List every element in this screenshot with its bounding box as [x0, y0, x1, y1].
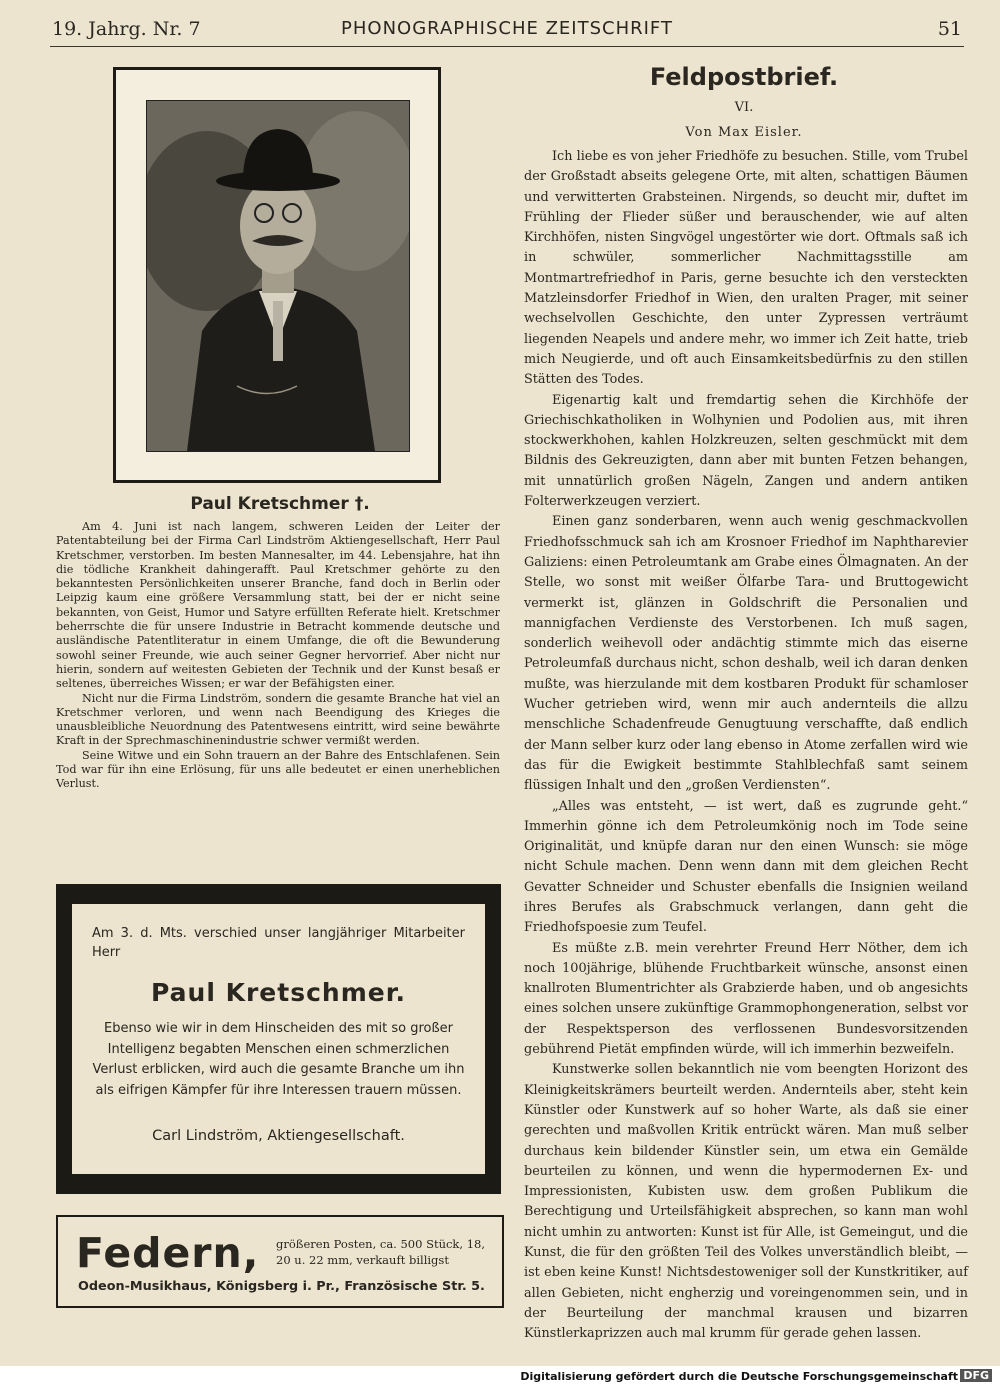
dfg-logo-icon: DFG — [960, 1369, 992, 1382]
page-number: 51 — [937, 18, 962, 40]
notice-signature: Carl Lindström, Aktiengesellschaft. — [152, 1128, 405, 1144]
article-author: Von Max Eisler. — [685, 125, 803, 140]
article-paragraph: Ich liebe es von jeher Friedhöfe zu besuchen. Stille, vom Trubel der Großstadt abseits gelegene Orte, mit alten, schattigen Bäumen und verwitterten Grabsteinen. Nirgends, so deucht mir, duftet im Frühling der Flieder süßer und berauschender, wie auf alten Kirchhöfen, nisten Singvögel ungestörter wie dort. Oftmals saß ich in schwüler, sommerlicher Nachmittagsstille am Montmartrefriedhof in Paris, gerne besuchte ich den versteckten Matzleinsdorfer Friedhof in Wien, den uralten Prager, mit seiner wechselvollen Geschichte, den unter Zypressen verträumt liegenden Neapels und andere mehr, wo immer ich Zeit hatte, trieb mich Neugierde, und oft auch Einsamkeitsbedürfnis zu den stillen Stätten des Todes. — [524, 149, 968, 388]
article-paragraph: Kunstwerke sollen bekanntlich nie vom beengten Horizont des Kleinigkeitskrämers beurteilt werden. Andernteils aber, steht kein Künstler oder Kunstwerk auf so hoher Warte, als daß sie einer gerechten und maßvollen Kritik entrückt wären. Man muß selber durchaus kein bildender Künstler sein, um etwa ein Gemälde beurteilen zu können, und wenn die hypermodernen Ex- und Impressionisten, Kubisten usw. dem großen Publikum die Berechtigung und Urteilsfähigkeit absprechen, so kann man wohl nicht umhin zu antworten: Kunst ist für Alle, ist Gemeingut, und die Kunst, die für den größten Teil des Volkes unverständlich bleibt, — ist eben keine Kunst! Nichtsdestoweniger soll der Kunstkritiker, auf allen Gebieten, nicht engherzig und voreingenommen sein, und in der Beurteilung der manchmal krausen und bizarren Künstlerkaprizzen auch mal krumm für gerade gehen lassen. — [524, 1062, 968, 1342]
ad-headline: Federn, — [76, 1229, 260, 1277]
article-text — [524, 147, 968, 1345]
issue-label: 19. Jahrg. Nr. 7 — [52, 18, 201, 40]
article-paragraph: Es müßte z.B. mein verehrter Freund Herr Nöther, dem ich noch 100jährige, blühende Fruchtbarkeit wünsche, ansonst einen knallroten Blumentrichter als Grabzierde haben, und ob angesichts eines solchen unsere zukünftige Grammophongeneration, selbst vor der Respektsperson des verflossenen Bundesvorsitzenden gebührend Pietät empfinden würde, will ich immerhin bezweifeln. — [524, 940, 968, 1058]
death-notice-content — [72, 904, 485, 1174]
journal-title: PHONOGRAPHISCHE ZEITSCHRIFT — [341, 18, 673, 39]
article-paragraph: Einen ganz sonderbaren, wenn auch wenig geschmackvollen Friedhofsschmuck sah ich am Krosnoer Friedhof im Naphtharevier Galiziens: einen Petroleumtank am Grabe eines Ölmagnaten. An der Stelle, wo sonst mit weißer Ölfarbe Tara- und Bruttogewicht vermerkt ist, glänzen in Goldschrift die Personalien und mannigfachen Verdienste des Verstorbenen. Ich muß sagen, sonderlich weihevoll oder andächtig stimmte mich das eiserne Petroleumfaß durchaus nicht, schon deshalb, weil ich daran denken mußte, was hierzulande mit dem kostbaren Produkt für schamloser Wucher getrieben wird, wenn mir auch andernteils die allzu menschliche Schadenfreude Genugtuung verschaffte, daß endlich der Mann selber kurz oder lang ebenso in Atome zerfallen wird wie das für die Ewigkeit bestimmte Stahlblechfaß samt seinem flüssigen Inhalt und den „großen Verdiensten“. — [524, 514, 968, 794]
obituary-paragraph: Am 4. Juni ist nach langem, schweren Leiden der Leiter der Patentabteilung bei der Firma Carl Lindström Aktiengesellschaft, Herr Paul Kretschmer, verstorben. Im besten Mannesalter, im 44. Lebensjahre, hat ihn die tödliche Krankheit dahingerafft. Paul Kretschmer gehörte zu den bekanntesten Persönlichkeiten unserer Branche, fand doch in Berlin oder Leipzig kaum eine größere Versammlung statt, bei der er nicht seine bekannten, von Geist, Humor und Satyre erfüllten Referate hielt. Kretschmer beherrschte die für unsere Industrie in Betracht kommende deutsche und ausländische Patentliteratur in einem Umfange, die oft die Bewunderung sowohl seiner Freunde, wie auch seiner Gegner hervorrief. Aber nicht nur hierin, sondern auf weitesten Gebieten der Technik und der Kunst besaß er seltenes, überreiches Wissen; er war der Befähigsten einer. — [56, 520, 500, 691]
header-rule — [50, 46, 964, 47]
ad-offer: größeren Posten, ca. 500 Stück, 18, 20 u. 22 mm, verkauft billigst — [276, 1237, 486, 1267]
obituary-title: Paul Kretschmer †. — [190, 494, 370, 514]
footer-credit: Digitalisierung gefördert durch die Deutsche Forschungsgemeinschaft — [520, 1370, 958, 1383]
portrait-photo — [146, 100, 410, 452]
obituary-paragraph: Seine Witwe und ein Sohn trauern an der Bahre des Entschlafenen. Sein Tod war für ihn eine Erlösung, für uns alle bedeutet er einen unerheblichen Verlust. — [56, 748, 500, 791]
article-title: Feldpostbrief. — [649, 63, 839, 91]
advertisement — [56, 1215, 504, 1308]
portrait-frame — [113, 67, 441, 483]
article-paragraph: Eigenartig kalt und fremdartig sehen die Kirchhöfe der Griechischkatholiken in Wolhynien und Podolien aus, mit ihren stockwerkhohen, kahlen Holzkreuzen, selten geschmückt mit dem Bildnis des Gekreuzigten, dann aber mit bunten Fetzen behangen, mit unnatürlich großen Nägeln, Zangen und andern antiken Folterwerkzeugen verziert. — [524, 392, 968, 510]
article-paragraph: „Alles was entsteht, — ist wert, daß es zugrunde geht.“ Immerhin gönne ich dem Petroleumkönig noch im Tode seine Originalität, und knüpfe daran nur den einen Wunsch: sie möge nicht Schule machen. Denn wenn dann mit dem gleichen Recht Gevatter Schneider und Schuster ebenfalls die Insignien weiland ihres Berufes als Grabschmuck verlangen, dann geht die Friedhofspoesie zum Teufel. — [524, 798, 968, 936]
page-header — [52, 18, 962, 44]
article-number: VI. — [734, 100, 754, 115]
notice-body: Ebenso wie wir in dem Hinscheiden des mit so großer Intelligenz begabten Menschen einen schmerzlichen Verlust erblicken, wird auch die gesamte Branche um ihn als eifrigen Kämpfer für ihre Interessen trauern müssen. — [92, 1021, 465, 1098]
obituary-paragraph: Nicht nur die Firma Lindström, sondern die gesamte Branche hat viel an Kretschmer verloren, und wenn nach Beendigung des Krieges die unausbleibliche Neuordnung des Patentwesens eintritt, wird seine bewährte Kraft in der Sprechmaschinenindustrie schwer vermißt werden. — [56, 691, 500, 748]
obituary-text — [56, 520, 500, 792]
notice-name: Paul Kretschmer. — [151, 978, 406, 1007]
notice-intro: Am 3. d. Mts. verschied unser langjähriger Mitarbeiter Herr — [92, 926, 465, 960]
digitization-footer — [0, 1366, 1000, 1388]
ad-address: Odeon-Musikhaus, Königsberg i. Pr., Französische Str. 5. — [78, 1279, 485, 1294]
death-notice — [56, 884, 501, 1194]
